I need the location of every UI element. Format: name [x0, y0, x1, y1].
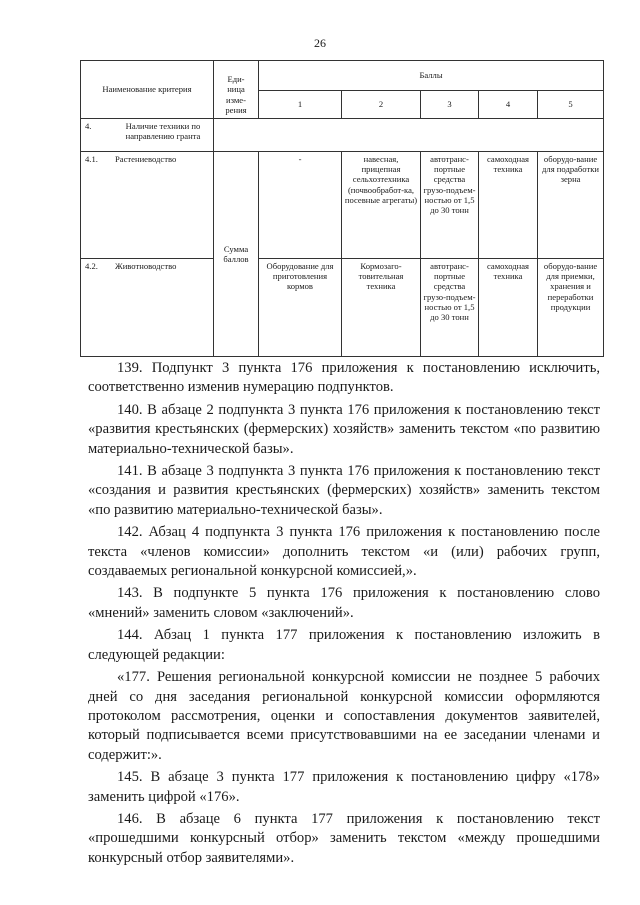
row-name: Растениеводство — [115, 154, 177, 164]
row-number: 4.2. — [85, 261, 98, 271]
table-cell: оборудо-вание для приемки, хранения и переработки продукции — [538, 259, 604, 357]
section-empty-cell — [214, 119, 604, 152]
header-criterion-label: Наименование критерия — [102, 84, 192, 95]
row-name: Животноводство — [115, 261, 177, 271]
header-unit-label: Еди- ница изме- рения — [225, 74, 247, 115]
table-cell: навесная, прицепная сельхозтехника (почвообработ-ка, посевные агрегаты) — [342, 152, 421, 259]
page-number: 26 — [314, 36, 326, 50]
header-point-col-1: 1 — [259, 91, 342, 119]
header-unit-cell — [214, 61, 259, 119]
section-cell — [81, 119, 214, 152]
quoted-paragraph-177: «177. Решения региональной конкурсной комиссии не позднее 5 рабочих дней со дня заседания региональной конкурсной комиссии оформляются протоколом рассмотрения, оценки и сопоставления документов заявителей, который подписывается всеми присутствовавшими на ее заседании членами и содержит:». — [88, 669, 600, 763]
paragraph-144: 144. Абзац 1 пункта 177 приложения к постановлению изложить в следующей редакции: — [88, 627, 600, 663]
header-criterion-cell — [81, 61, 214, 119]
header-point-col-2: 2 — [342, 91, 421, 119]
header-point-col-5: 5 — [538, 91, 604, 119]
table-cell: самоходная техника — [479, 152, 538, 259]
header-points-cell — [259, 61, 604, 91]
header-points-label: Баллы — [419, 70, 443, 81]
paragraph-142: 142. Абзац 4 подпункта 3 пункта 176 приложения к постановлению после текста «членов комиссии» дополнить текстом «и (или) рабочих групп, создаваемых региональной конкурсной комиссией,». — [88, 524, 600, 580]
row-number: 4.1. — [85, 154, 98, 164]
unit-cell — [214, 152, 259, 357]
row-4-1-head — [81, 152, 214, 259]
criteria-table — [80, 60, 604, 357]
unit-value: Сумма баллов — [223, 243, 249, 264]
header-point-col-4: 4 — [479, 91, 538, 119]
paragraph-143: 143. В подпункте 5 пункта 176 приложения к постановлению слово «мнений» заменить словом «заключений». — [88, 585, 600, 621]
table-cell: оборудо-вание для подработки зерна — [538, 152, 604, 259]
table-cell: автотранс-портные средства грузо-подъем-ностью от 1,5 до 30 тонн — [421, 259, 479, 357]
header-point-col-3: 3 — [421, 91, 479, 119]
row-4-2-head — [81, 259, 214, 357]
paragraph-145: 145. В абзаце 3 пункта 177 приложения к постановлению цифру «178» заменить цифрой «176». — [88, 769, 600, 805]
paragraph-146: 146. В абзаце 6 пункта 177 приложения к постановлению текст «прошедшими конкурсный отбор» заменить текстом «между прошедшими конкурсный отбор заявителями». — [88, 810, 600, 866]
paragraph-141: 141. В абзаце 3 подпункта 3 пункта 176 приложения к постановлению текст «создания и развития крестьянских (фермерских) хозяйств» заменить текстом «по развитию материально-технической базы». — [88, 463, 600, 518]
table-cell: - — [259, 152, 342, 259]
table-cell: Кормозаго-товительная техника — [342, 259, 421, 357]
amendments-text — [88, 359, 600, 868]
section-title: Наличие техники по направлению гранта — [125, 121, 201, 142]
paragraph-139: 139. Подпункт 3 пункта 176 приложения к постановлению исключить, соответственно изменив нумерацию подпунктов. — [88, 360, 600, 396]
paragraph-140: 140. В абзаце 2 подпункта 3 пункта 176 приложения к постановлению текст «развития крестьянских (фермерских) хозяйств» заменить текстом «по развитию материально-технической базы». — [88, 401, 600, 457]
table-cell: автотранс-портные средства грузо-подъем-ностью от 1,5 до 30 тонн — [421, 152, 479, 259]
table-cell: самоходная техника — [479, 259, 538, 357]
section-number: 4. — [85, 121, 92, 131]
table-cell: Оборудование для приготовления кормов — [259, 259, 342, 357]
